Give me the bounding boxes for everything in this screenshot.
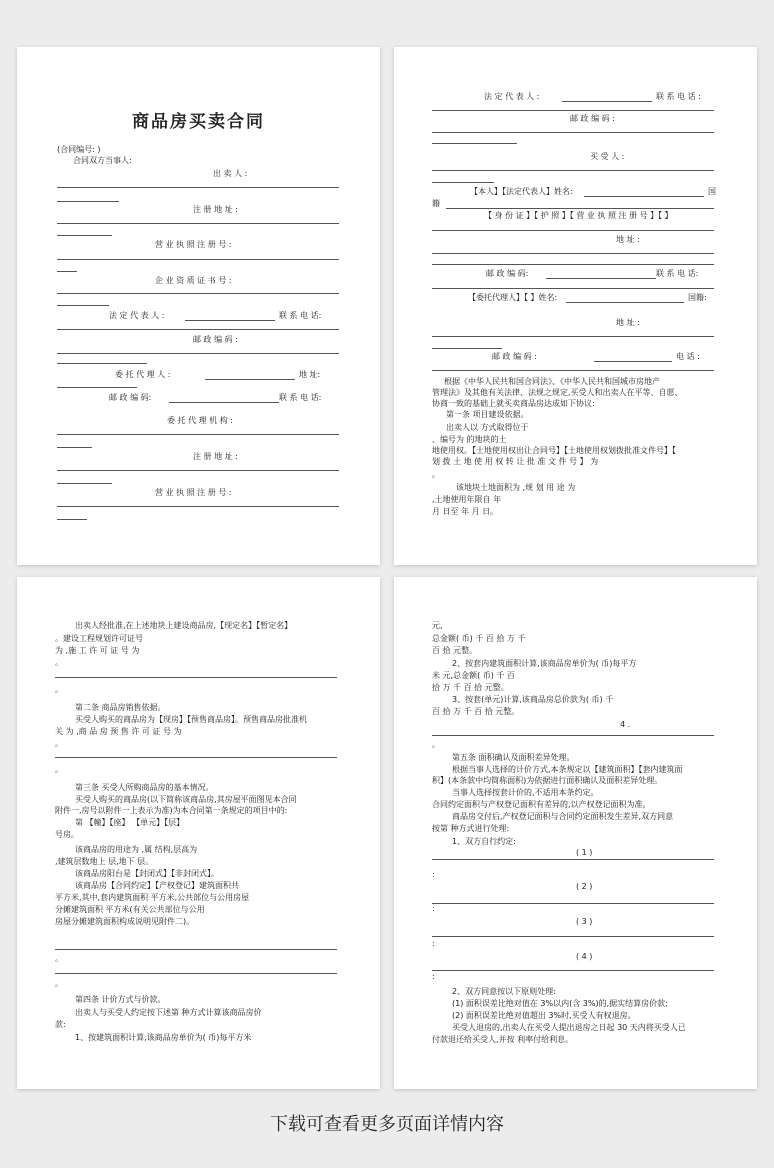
p4-line-9: 4 . bbox=[620, 720, 631, 729]
field-line bbox=[55, 949, 337, 950]
p4-line-19: (1) 面积误差比绝对值在 3%以内(含 3%)的,据实结算房价款; bbox=[452, 999, 668, 1008]
p4-line-5: 米 元,总金额( 币) 千 百 bbox=[432, 671, 515, 680]
article-1-line-2: 、编号为 的地块的土 bbox=[432, 435, 507, 444]
legal-rep-label: 法 定 代 表 人 : bbox=[484, 92, 540, 101]
p3-line-12: 第 【幢】【座】 【单元】【层】 bbox=[75, 818, 185, 827]
contract-page-1 bbox=[17, 47, 380, 565]
p3-line-13: 号房。 bbox=[55, 830, 79, 839]
nationality-start: 籍 bbox=[432, 199, 440, 208]
contract-page-3 bbox=[17, 577, 380, 1089]
p4-line-10: 。 bbox=[432, 740, 440, 749]
p3-line-20: 房屋分摊建筑面积构成说明见附件二)。 bbox=[55, 917, 195, 926]
p3-line-7: 关 为 ,商 品 房 预 售 许 可 证 号 为 bbox=[55, 727, 182, 736]
field-line bbox=[57, 470, 339, 471]
field-line bbox=[185, 320, 275, 321]
p3-line-4: 。 bbox=[55, 658, 63, 667]
field-line bbox=[57, 259, 339, 260]
field-line bbox=[55, 973, 337, 974]
field-line bbox=[566, 302, 684, 303]
item-3-colon: : bbox=[432, 939, 435, 948]
p3-line-3: 为 ,施 工 许 可 证 号 为 bbox=[55, 646, 140, 655]
p4-line-18: 2、双方同意按以下原则处理: bbox=[452, 987, 556, 996]
field-line bbox=[57, 235, 112, 236]
postcode2-label: 邮 政 编 码: bbox=[486, 269, 529, 278]
license2-label: 营 业 执 照 注 册 号 : bbox=[155, 488, 232, 497]
field-line bbox=[57, 201, 119, 202]
p3-line-17: 该商品房【合同约定】【产权登记】建筑面积共 bbox=[75, 881, 239, 890]
field-line bbox=[546, 278, 656, 279]
p3-line-2: 。建设工程规划许可证号 bbox=[55, 634, 143, 643]
item-1-colon: : bbox=[432, 870, 435, 879]
postcode-label: 邮 政 编 码 : bbox=[193, 335, 238, 344]
p4-line-3: 百 拾 元整。 bbox=[432, 646, 478, 655]
agent-name-label: 【委托代理人】【 】姓名: bbox=[468, 293, 558, 302]
p3-line-24: 款: bbox=[55, 1020, 66, 1029]
article-5-heading: 第五条 面积确认及面积差异处理。 bbox=[452, 753, 575, 762]
p3-line-19: 分摊建筑面积 平方米(有关公共部位与公用 bbox=[55, 905, 205, 914]
item-2-colon: : bbox=[432, 904, 435, 913]
agent-label: 委 托 代 理 人 : bbox=[115, 370, 171, 379]
item-4-colon: : bbox=[432, 972, 435, 981]
field-line bbox=[432, 970, 714, 971]
field-line bbox=[205, 379, 295, 380]
phone2-label: 联 系 电 话: bbox=[656, 269, 699, 278]
postcode3-label: 邮 政 编 码 : bbox=[492, 352, 537, 361]
field-line bbox=[432, 348, 502, 349]
p4-line-14: 合同约定面积与产权登记面积有差异的,以产权登记面积为准。 bbox=[432, 800, 651, 809]
field-line bbox=[57, 506, 339, 507]
field-line bbox=[562, 101, 652, 102]
seller-label: 出 卖 人 : bbox=[213, 169, 248, 178]
field-line bbox=[432, 288, 714, 289]
p4-line-7: 3、按套(单元)计算,该商品房总价款为( 币) 千 bbox=[452, 695, 614, 704]
p3-line-15: ,建筑层数地上 层,地下 层。 bbox=[55, 857, 154, 866]
license-label: 营 业 执 照 注 册 号 : bbox=[155, 240, 232, 249]
address-label: 地 址: bbox=[299, 370, 321, 379]
field-line bbox=[432, 903, 714, 904]
person-name-label: 【本人】【法定代表人】姓名: bbox=[470, 187, 573, 196]
article-1-heading: 第一条 项目建设依据。 bbox=[446, 410, 529, 419]
field-line bbox=[57, 387, 137, 388]
field-line bbox=[169, 402, 279, 403]
address2-label: 地 址 : bbox=[616, 318, 640, 327]
reg-address-label: 注 册 地 址 : bbox=[193, 205, 238, 214]
p3-line-21: 。 bbox=[55, 954, 63, 963]
p4-line-16: 按第 种方式进行处理: bbox=[432, 824, 510, 833]
field-line bbox=[432, 110, 714, 111]
p4-line-6: 拾 万 千 百 拾 元整。 bbox=[432, 683, 509, 692]
p3-line-25: 1、按建筑面积计算,该商品房单价为( 币)每平方米 bbox=[75, 1033, 252, 1042]
p3-line-23: 出卖人与买受人约定按下述第 种方式计算该商品房价 bbox=[75, 1008, 262, 1017]
field-line bbox=[432, 735, 714, 736]
p4-line-20: (2) 面积误差比绝对值超出 3%时,买受人有权退房。 bbox=[452, 1011, 636, 1020]
field-line bbox=[432, 936, 714, 937]
field-line bbox=[432, 132, 714, 133]
p3-line-5: 。 bbox=[55, 685, 63, 694]
item-3: ( 3 ) bbox=[576, 917, 593, 926]
preamble-line-2: 管理法》及其他有关法律、法规之规定,买受人和出卖人在平等、自愿、 bbox=[432, 388, 683, 397]
p3-line-18: 平方米,其中,套内建筑面积 平方米,公共部位与公用房屋 bbox=[55, 893, 250, 902]
p4-line-13: 当事人选择按套计价的,不适用本条约定。 bbox=[452, 788, 599, 797]
field-line bbox=[584, 196, 704, 197]
article-3-heading: 第三条 买受人所购商品房的基本情况。 bbox=[75, 783, 214, 792]
p3-line-8: 。 bbox=[55, 739, 63, 748]
p4-line-2: 总金额( 币) 千 百 拾 万 千 bbox=[432, 634, 526, 643]
field-line bbox=[57, 305, 109, 306]
id-docs-label: 【 身 份 证 】【 护 照 】【 营 业 执 照 注 册 号 】【 】 bbox=[484, 211, 673, 220]
field-line bbox=[432, 253, 714, 254]
p4-line-17: 1、双方自行约定: bbox=[452, 837, 516, 846]
buyer-label: 买 受 人 : bbox=[590, 152, 625, 161]
article-1-line-8: 月 日至 年 月 日。 bbox=[432, 507, 499, 516]
preamble-line-3: 协商一致的基础上就买卖商品房达成如下协议: bbox=[432, 399, 595, 408]
parties-label: 合同双方当事人: bbox=[73, 156, 132, 165]
field-line bbox=[57, 329, 339, 330]
p3-line-10: 买受人购买的商品房(以下简称该商品房,其房屋平面图见本合同 bbox=[75, 795, 297, 804]
field-line bbox=[432, 182, 494, 183]
phone-label: 联 系 电 话: bbox=[279, 311, 322, 320]
field-line bbox=[432, 143, 517, 144]
article-1-line-3: 地使用权。【土地使用权出让合同号】【土地使用权划拨批准文件号】【 bbox=[432, 446, 676, 455]
field-line bbox=[57, 223, 339, 224]
field-line bbox=[55, 677, 337, 678]
p3-line-22: 。 bbox=[55, 979, 63, 988]
postcode2-label: 邮 政 编 码: bbox=[109, 393, 152, 402]
field-line bbox=[446, 208, 714, 209]
field-line bbox=[57, 353, 339, 354]
nationality-end: 国 bbox=[708, 187, 716, 196]
article-1-line-4: 划 拨 土 地 使 用 权 转 让 批 准 文 件 号 】 为 bbox=[432, 457, 599, 466]
article-1-line-6: 该地块土地面积为 ,规 划 用 途 为 bbox=[456, 483, 576, 492]
p4-line-1: 元, bbox=[432, 621, 443, 630]
p3-line-16: 该商品房阳台是【封闭式】【非封闭式】。 bbox=[75, 869, 219, 878]
article-1-line-7: ,土地使用年限自 年 bbox=[432, 495, 502, 504]
field-line bbox=[57, 363, 147, 364]
phone-label: 联 系 电 话 : bbox=[656, 92, 701, 101]
field-line bbox=[57, 293, 339, 294]
nationality-label: 国籍: bbox=[688, 293, 707, 302]
item-1: ( 1 ) bbox=[576, 848, 593, 857]
contract-title: 商品房买卖合同 bbox=[132, 112, 265, 132]
preamble-line-1: 根据《中华人民共和国合同法》、《中华人民共和国城市房地产 bbox=[444, 377, 660, 386]
download-more-caption: 下载可查看更多页面详情内容 bbox=[270, 1114, 504, 1135]
field-line bbox=[432, 264, 714, 265]
p4-line-12: 积】(本条款中均简称面积)为依据进行面积确认及面积差异处理。 bbox=[432, 776, 663, 785]
item-2: ( 2 ) bbox=[576, 882, 593, 891]
field-line bbox=[57, 271, 77, 272]
p3-line-9: 。 bbox=[55, 765, 63, 774]
legal-rep-label: 法 定 代 表 人 : bbox=[109, 311, 165, 320]
p3-line-6: 买受人购买的商品房为【现房】【预售商品房】。预售商品房批准机 bbox=[75, 715, 307, 724]
p3-line-14: 该商品房的用途为 ,属 结构,层高为 bbox=[75, 845, 198, 854]
article-2-heading: 第二条 商品房销售依据。 bbox=[75, 703, 166, 712]
article-1-line-1: 出卖人以 方式取得位于 bbox=[446, 423, 529, 432]
field-line bbox=[57, 434, 339, 435]
p3-line-1: 出卖人经批准,在上述地块上建设商品房,【现定名】【暂定名】 bbox=[75, 621, 293, 630]
article-4-heading: 第四条 计价方式与价款。 bbox=[75, 995, 166, 1004]
p4-line-21: 买受人退房的,出卖人在买受人提出退房之日起 30 天内将买受人已 bbox=[452, 1023, 686, 1032]
p4-line-15: 商品房交付后,产权登记面积与合同约定面积发生差异,双方同意 bbox=[452, 812, 674, 821]
field-line bbox=[55, 757, 337, 758]
article-1-line-5: 。 bbox=[432, 470, 440, 479]
postcode-label: 邮 政 编 码 : bbox=[570, 114, 615, 123]
p4-line-22: 付款退还给买受人,并按 利率付给利息。 bbox=[432, 1035, 574, 1044]
field-line bbox=[594, 361, 672, 362]
p3-line-11: 附件一,房号以附件一上表示为准)为本合同第一条规定的项目中的: bbox=[55, 806, 288, 815]
agency-label: 委 托 代 理 机 构 : bbox=[167, 416, 233, 425]
field-line bbox=[57, 519, 87, 520]
phone3-label: 电 话 : bbox=[676, 352, 700, 361]
contract-number: (合同编号: ) bbox=[57, 145, 101, 154]
item-4: ( 4 ) bbox=[576, 952, 593, 961]
p4-line-8: 百 拾 万 千 百 拾 元整。 bbox=[432, 707, 520, 716]
address-label: 地 址 : bbox=[616, 235, 640, 244]
p4-line-4: 2、按套内建筑面积计算,该商品房单价为( 币)每平方 bbox=[452, 659, 637, 668]
phone2-label: 联 系 电 话: bbox=[279, 393, 322, 402]
qualification-label: 企 业 资 质 证 书 号 : bbox=[155, 276, 232, 285]
p4-line-11: 根据当事人选择的计价方式,本条规定以【建筑面积】【套内建筑面 bbox=[452, 765, 683, 774]
field-line bbox=[432, 170, 714, 171]
reg-address2-label: 注 册 地 址 : bbox=[193, 452, 238, 461]
field-line bbox=[57, 483, 112, 484]
contract-page-2 bbox=[394, 47, 757, 565]
contract-page-4 bbox=[394, 577, 757, 1089]
field-line bbox=[432, 336, 714, 337]
field-line bbox=[432, 859, 714, 860]
field-line bbox=[432, 230, 714, 231]
field-line bbox=[432, 370, 714, 371]
field-line bbox=[57, 187, 339, 188]
field-line bbox=[57, 447, 92, 448]
